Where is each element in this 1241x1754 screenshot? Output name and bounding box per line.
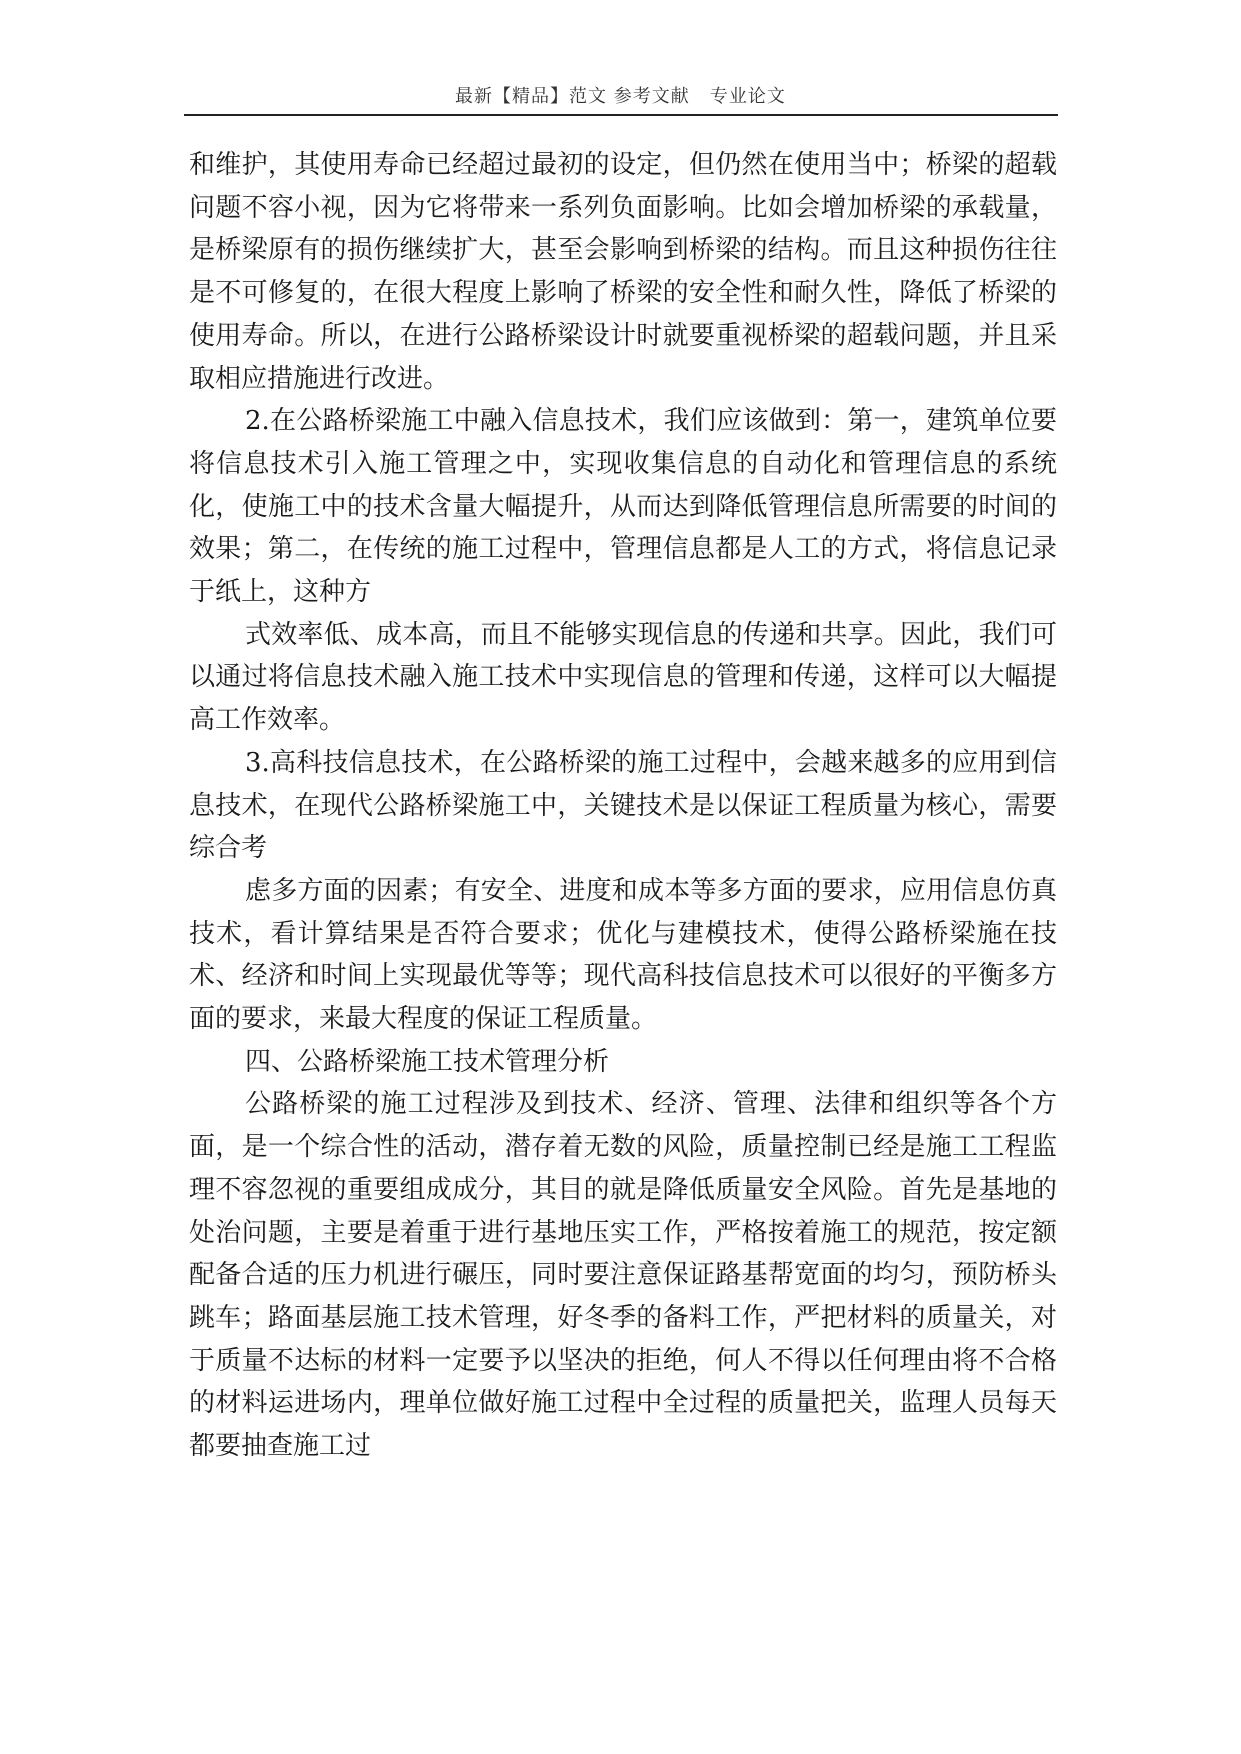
paragraph-5: 虑多方面的因素；有安全、进度和成本等多方面的要求，应用信息仿真技术，看计算结果是否符合要求；优化与建模技术，使得公路桥梁施在技术、经济和时间上实现最优等等；现代高科技信息技术可以很好的平衡多方面的要求，来最大程度的保证工程质量。	[189, 875, 1057, 1035]
paragraph-3: 式效率低、成本高，而且不能够实现信息的传递和共享。因此，我们可以通过将信息技术融入施工技术中实现信息的管理和传递，这样可以大幅提高工作效率。	[189, 619, 1057, 736]
page-header: 最新【精品】范文 参考文献 专业论文	[455, 86, 786, 107]
section-heading: 四、公路桥梁施工技术管理分析	[245, 1046, 610, 1077]
paragraph-1: 和维护，其使用寿命已经超过最初的设定，但仍然在使用当中；桥梁的超载问题不容小视，因为它将带来一系列负面影响。比如会增加桥梁的承载量，是桥梁原有的损伤继续扩大，甚至会影响到桥梁的结构。而且这种损伤往往是不可修复的，在很大程度上影响了桥梁的安全性和耐久性，降低了桥梁的使用寿命。所以，在进行公路桥梁设计时就要重视桥梁的超载问题，并且采取相应措施进行改进。	[189, 150, 1057, 394]
paragraph-4: 3.高科技信息技术，在公路桥梁的施工过程中，会越来越多的应用到信息技术，在现代公路桥梁施工中，关键技术是以保证工程质量为核心，需要综合考	[189, 747, 1057, 864]
document-body	[189, 144, 1057, 1468]
paragraph-2: 2.在公路桥梁施工中融入信息技术，我们应该做到：第一，建筑单位要将信息技术引入施工管理之中，实现收集信息的自动化和管理信息的系统化，使施工中的技术含量大幅提升，从而达到降低管理信息所需要的时间的效果；第二，在传统的施工过程中，管理信息都是人工的方式，将信息记录于纸上，这种方	[189, 406, 1057, 608]
header-divider	[184, 114, 1058, 116]
paragraph-6: 公路桥梁的施工过程涉及到技术、经济、管理、法律和组织等各个方面，是一个综合性的活动，潜存着无数的风险，质量控制已经是施工工程监理不容忽视的重要组成成分，其目的就是降低质量安全风险。首先是基地的处治问题，主要是着重于进行基地压实工作，严格按着施工的规范，按定额配备合适的压力机进行碾压，同时要注意保证路基帮宽面的均匀，预防桥头跳车；路面基层施工技术管理，好冬季的备料工作，严把材料的质量关，对于质量不达标的材料一定要予以坚决的拒绝，何人不得以任何理由将不合格的材料运进场内，理单位做好施工过程中全过程的质量把关，监理人员每天都要抽查施工过	[189, 1089, 1057, 1462]
